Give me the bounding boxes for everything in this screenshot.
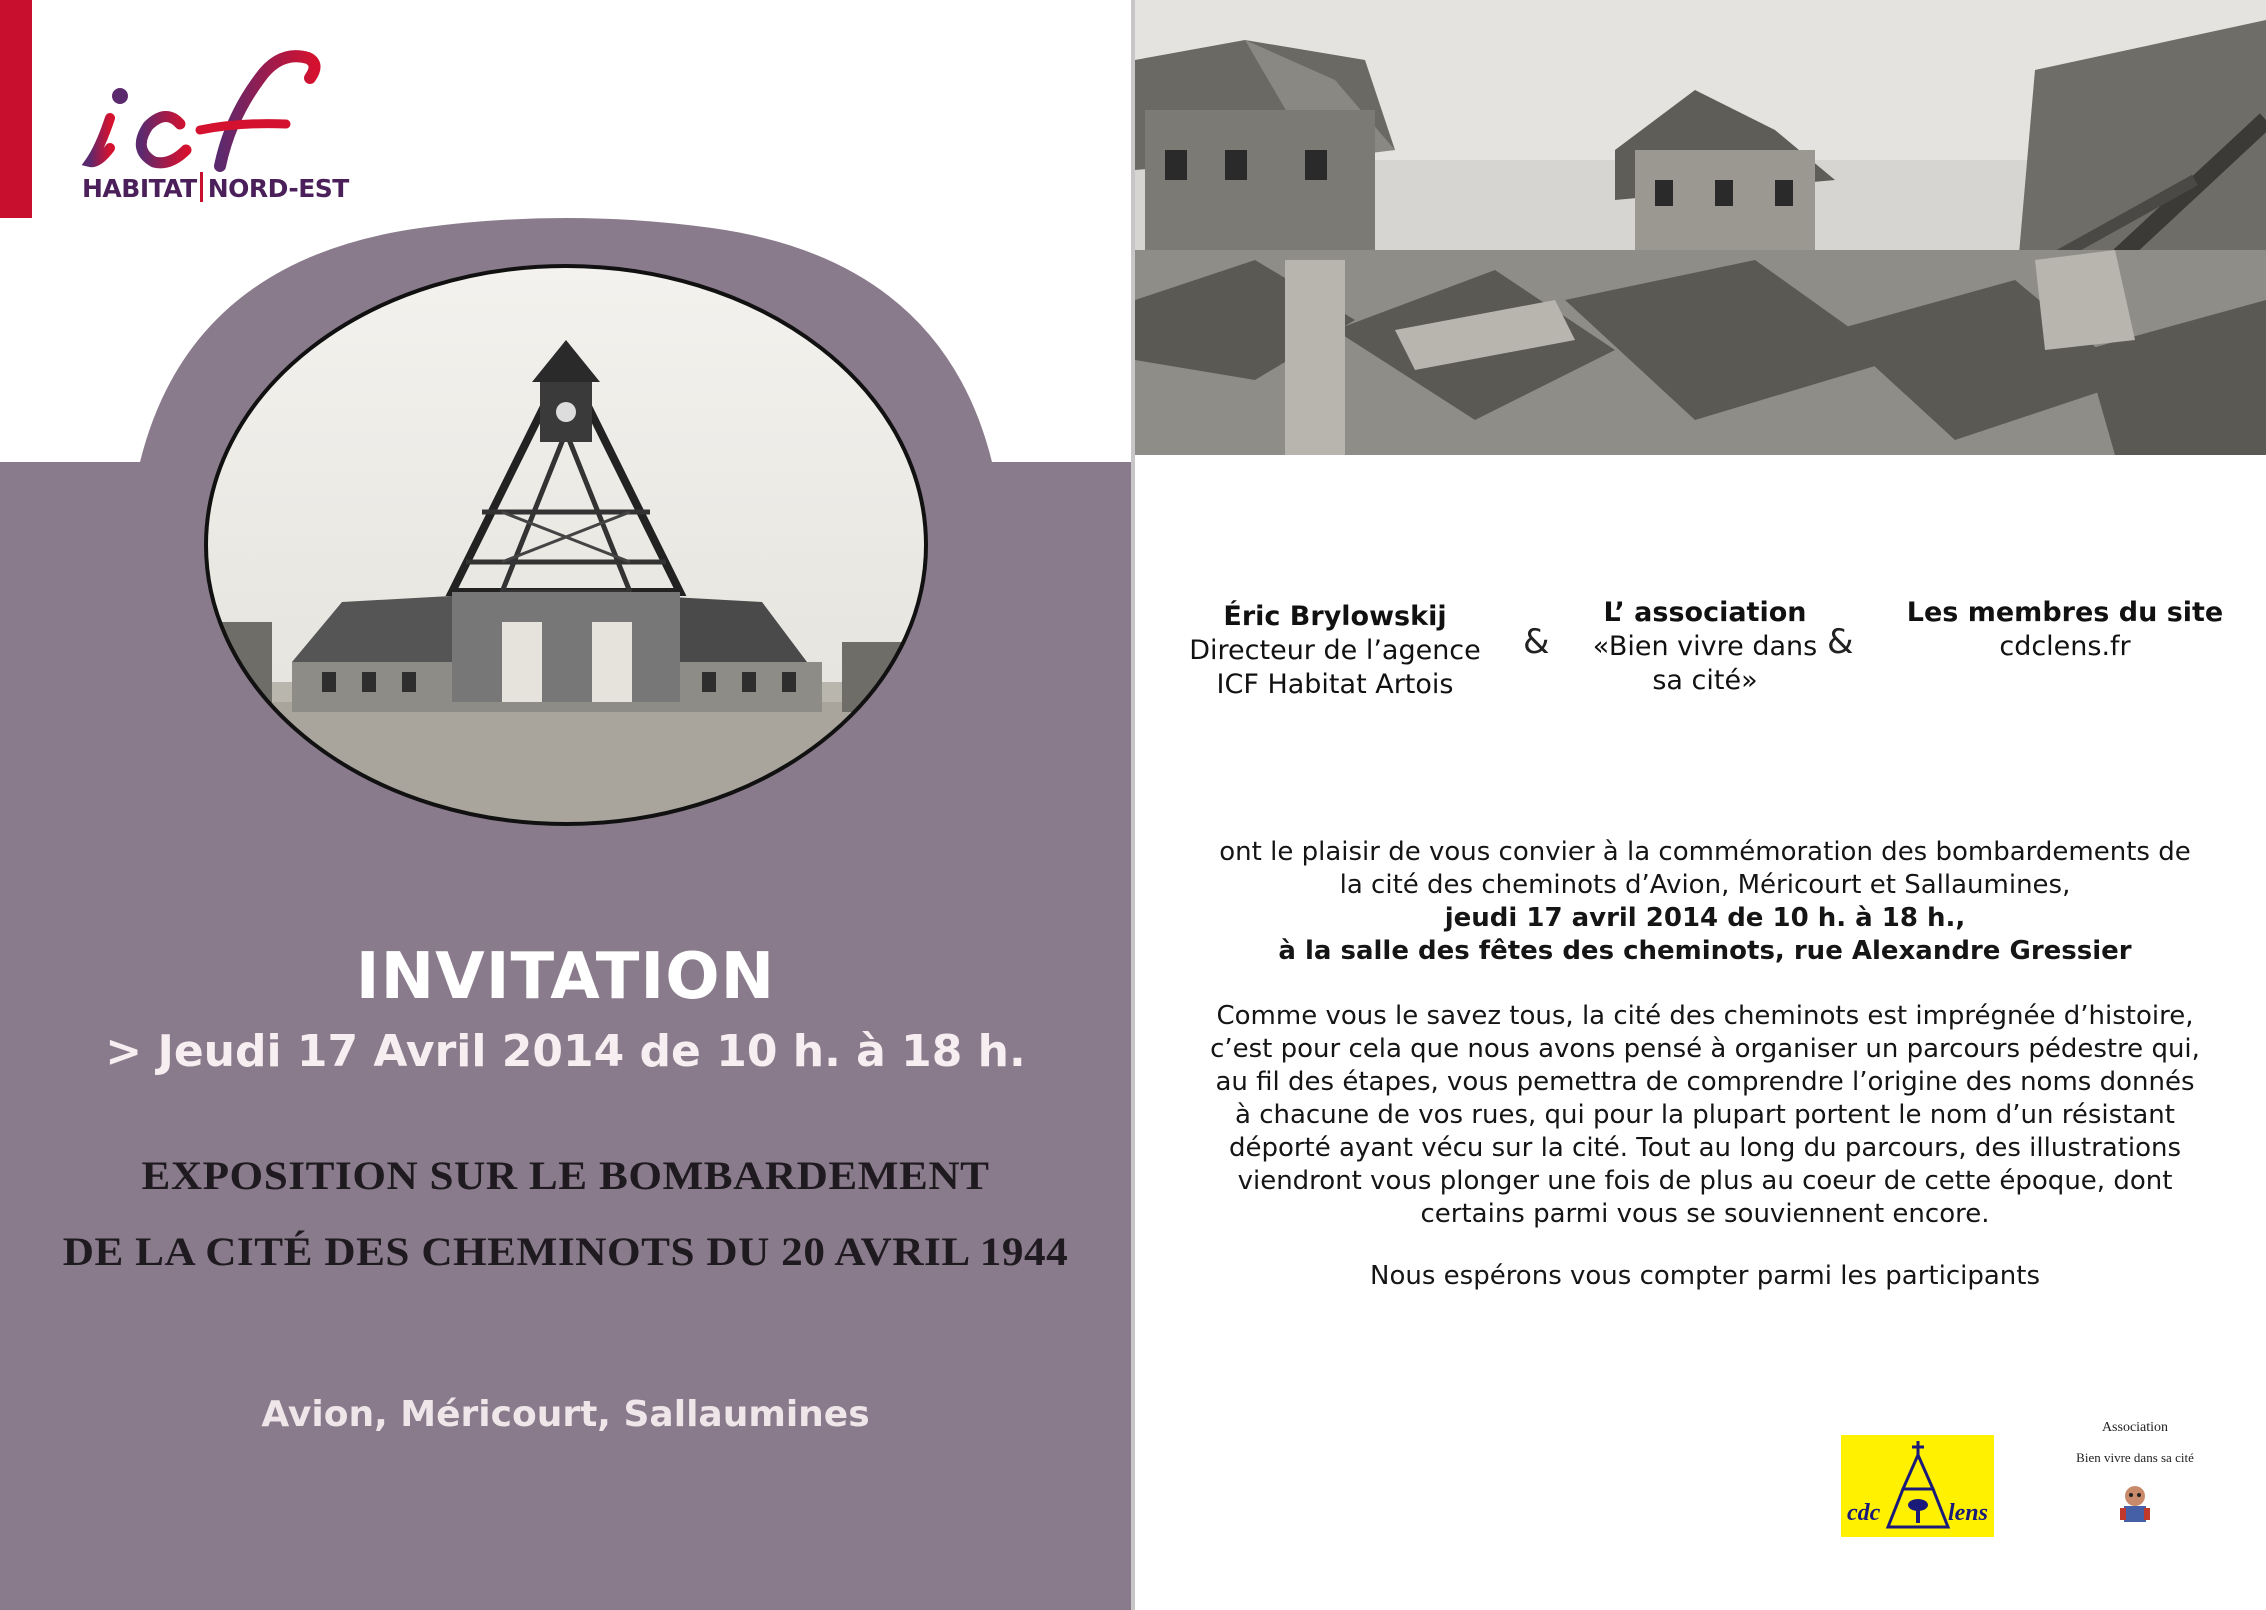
host-name: L’ association (1603, 597, 1807, 628)
exposition-line-2: DE LA CITÉ DES CHEMINOTS DU 20 AVRIL 1944 (62, 1229, 1069, 1274)
bombed-houses-photo (1135, 0, 2266, 455)
logo-region-text: NORD-EST (207, 174, 349, 203)
left-page (0, 0, 1131, 1610)
association-logo (2015, 1420, 2255, 1528)
logo-subtitle (82, 172, 349, 203)
association-label: Association (2101, 1420, 2169, 1435)
event-date-line: jeudi 17 avril 2014 de 10 h. à 18 h., (1444, 903, 1966, 933)
cdc-text: cdc (1847, 1500, 1881, 1526)
host-line: «Bien vivre dans (1592, 631, 1818, 662)
host-association (1555, 596, 1855, 698)
association-mascot-icon (2110, 1478, 2160, 1528)
brand-red-bar (0, 0, 32, 218)
station-clock-tower-photo (202, 262, 930, 828)
paragraph-line: certains parmi vous se souviennent encore. (1420, 1199, 1990, 1229)
event-venue-line: à la salle des fêtes des cheminots, rue Alexandre Gressier (1278, 936, 2132, 966)
church-icon (1883, 1439, 1953, 1533)
host-name: Les membres du site (1906, 597, 2224, 628)
paragraph-line: à chacune de vos rues, qui pour la plupart portent le nom d’un résistant (1235, 1100, 2175, 1130)
paragraph-line: c’est pour cela que nous avons pensé à organiser un parcours pédestre qui, (1210, 1034, 2200, 1064)
logo-habitat-text: HABITAT (82, 174, 197, 203)
host-role: Directeur de l’agence (1189, 635, 1481, 666)
host-site-url: cdclens.fr (1999, 631, 2131, 662)
paragraph-line: viendront vous plonger une fois de plus au coeur de cette époque, dont (1237, 1166, 2173, 1196)
host-organization: ICF Habitat Artois (1216, 669, 1454, 700)
paragraph-line: au fil des étapes, vous pemettra de comprendre l’origine des noms donnés (1215, 1067, 2195, 1097)
closing-line: Nous espérons vous compter parmi les participants (1370, 1261, 2040, 1291)
invitation-title: INVITATION (355, 940, 776, 1014)
right-page (1135, 0, 2266, 1610)
cdclens-logo (1841, 1435, 1994, 1537)
host-line: sa cité» (1652, 665, 1758, 696)
description-paragraph (1175, 1000, 2235, 1231)
paragraph-line: la cité des cheminots d’Avion, Méricourt et Sallaumines, (1339, 870, 2071, 900)
paragraph-line: ont le plaisir de vous convier à la commémoration des bombardements de (1219, 837, 2191, 867)
invitation-paragraph (1175, 836, 2235, 968)
host-site-members (1885, 596, 2245, 664)
association-name: Bien vivre dans sa cité (2076, 1450, 2194, 1465)
invitation-date: > Jeudi 17 Avril 2014 de 10 h. à 18 h. (105, 1026, 1026, 1077)
paragraph-line: Comme vous le savez tous, la cité des cheminots est imprégnée d’histoire, (1216, 1001, 2194, 1031)
exposition-line-1: EXPOSITION SUR LE BOMBARDEMENT (141, 1153, 990, 1198)
lens-text: lens (1947, 1500, 1988, 1526)
ampersand: & (1827, 622, 1854, 662)
host-director (1175, 600, 1495, 702)
paragraph-line: déporté ayant vécu sur la cité. Tout au long du parcours, des illustrations (1228, 1133, 2182, 1163)
host-name: Éric Brylowskij (1223, 601, 1447, 632)
ampersand: & (1523, 622, 1550, 662)
logo-separator (200, 172, 203, 202)
towns-line: Avion, Méricourt, Sallaumines (261, 1394, 870, 1435)
